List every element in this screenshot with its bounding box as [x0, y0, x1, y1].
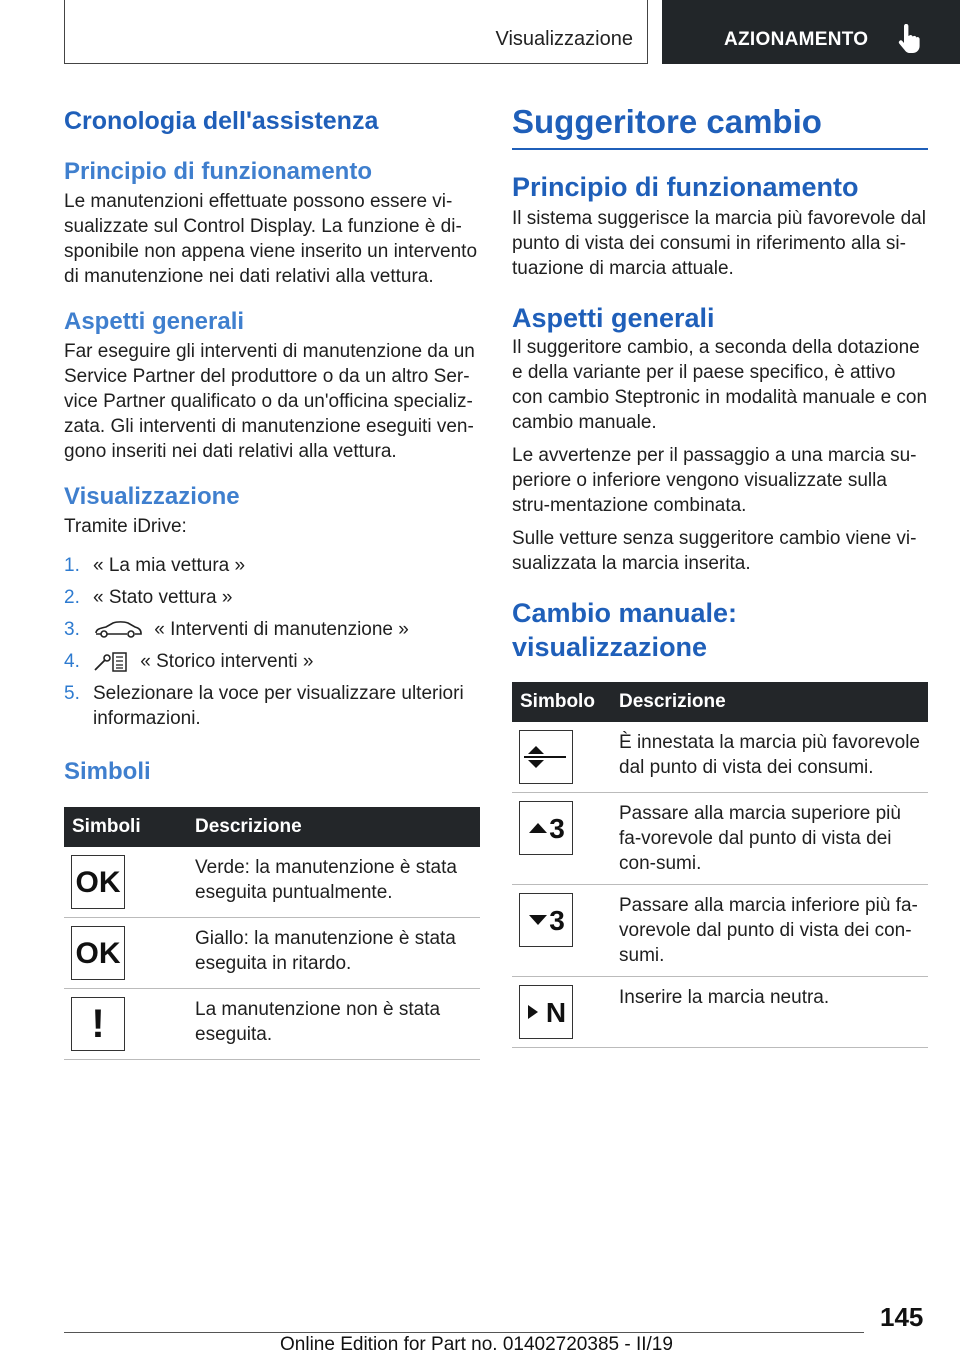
optimal-gear-icon: [519, 730, 573, 784]
table-row: [512, 977, 928, 1048]
row-description: Verde: la manutenzione è stata eseguita puntualmente.: [187, 847, 480, 918]
footer-divider: [64, 1332, 864, 1333]
left-general-heading: Aspetti generali: [64, 308, 245, 335]
right-principle-text: Il sistema suggerisce la marcia più favorevole dal punto di vista dei consumi in riferimento alla si-tuazione di marcia attuale.: [512, 208, 926, 279]
gear-symbols-table: [512, 682, 928, 1048]
shift-down-icon: [519, 893, 573, 947]
right-column: [512, 100, 928, 1048]
symbols-heading: Simboli: [64, 758, 151, 785]
step-number: 1.: [64, 555, 80, 576]
step-text: « La mia vettura »: [93, 555, 246, 576]
ok-green-icon: OK: [71, 855, 125, 909]
idrive-steps-list: [64, 553, 480, 731]
list-item: [64, 681, 480, 731]
table-row: [64, 989, 480, 1060]
list-item: [64, 553, 480, 578]
table-header-description: Descrizione: [611, 682, 928, 722]
list-item: [64, 585, 480, 610]
header-chapter-tab: [662, 0, 960, 64]
right-arrow-icon: [526, 1003, 540, 1021]
page-number: 145: [880, 1302, 924, 1332]
ok-yellow-icon: OK: [71, 926, 125, 980]
step-text: « Stato vettura »: [93, 587, 233, 608]
row-description: Passare alla marcia superiore più fa-vorevole dal punto di vista dei con-sumi.: [611, 793, 928, 885]
wrench-list-icon: [93, 651, 129, 673]
left-principle-heading: Principio di funzionamento: [64, 158, 372, 185]
shift-up-icon: [519, 801, 573, 855]
list-item: [64, 649, 480, 674]
row-description: Giallo: la manutenzione è stata eseguita in ritardo.: [187, 918, 480, 989]
service-history-title: Cronologia dell'assistenza: [64, 107, 379, 135]
step-number: 2.: [64, 587, 80, 608]
right-principle-heading: Principio di funzionamento: [512, 172, 859, 202]
row-description: Passare alla marcia inferiore più fa-vorevole dal punto di vista dei con-sumi.: [611, 885, 928, 977]
right-general-heading: Aspetti generali: [512, 303, 715, 333]
table-header-symbol: Simbolo: [512, 682, 611, 722]
left-display-heading: Visualizzazione: [64, 483, 240, 510]
step-number: 3.: [64, 619, 80, 640]
left-general-text: Far eseguire gli interventi di manutenzione da un Service Partner del produttore o da un altro Ser-vice Partner qualificato o da un'officina specializ-zata. Gli interventi di manutenzione eseguiti ven-gono inseriti nei dati relativi alla vettura.: [64, 341, 475, 462]
header-section-label: Visualizzazione: [495, 28, 633, 50]
right-general-text-1: Il suggeritore cambio, a seconda della dotazione e della variante per il paese specifico, è attivo con cambio Steptronic in modalità manuale e con cambio manuale.: [512, 337, 928, 433]
table-header-description: Descrizione: [187, 807, 480, 847]
gear-number: 3: [549, 812, 565, 844]
gear-number: 3: [549, 904, 565, 936]
right-general-text-3: Sulle vetture senza suggeritore cambio viene vi-sualizzata la marcia inserita.: [512, 528, 917, 574]
up-arrow-icon: [527, 821, 549, 835]
row-description: Inserire la marcia neutra.: [611, 977, 928, 1048]
gear-letter: N: [545, 996, 567, 1028]
gear-shift-title: Suggeritore cambio: [512, 100, 928, 150]
list-item: [64, 617, 480, 642]
table-row: [512, 793, 928, 885]
pointing-hand-icon: [898, 24, 920, 54]
service-symbols-table: [64, 807, 480, 1060]
row-description: La manutenzione non è stata eseguita.: [187, 989, 480, 1060]
step-number: 5.: [64, 683, 80, 704]
table-row: [512, 885, 928, 977]
table-row: [512, 722, 928, 793]
table-row: [64, 918, 480, 989]
up-down-arrows-icon: [522, 742, 570, 772]
table-header-symbols: Simboli: [64, 807, 187, 847]
row-description: È innestata la marcia più favorevole dal punto di vista dei consumi.: [611, 722, 928, 793]
down-arrow-icon: [527, 913, 549, 927]
step-text: « Interventi di manutenzione »: [154, 619, 409, 640]
neutral-gear-icon: [519, 985, 573, 1039]
step-text: « Storico interventi »: [140, 651, 314, 672]
car-icon: [93, 620, 143, 640]
edition-note: Online Edition for Part no. 01402720385 - II/19: [280, 1334, 673, 1355]
exclamation-icon: !: [71, 997, 125, 1051]
left-display-intro: Tramite iDrive:: [64, 516, 187, 537]
header-section-tab: [64, 0, 648, 64]
right-general-text-2: Le avvertenze per il passaggio a una marcia su-periore o inferiore vengono visualizzate sulla stru-mentazione combinata.: [512, 445, 917, 516]
step-number: 4.: [64, 651, 80, 672]
manual-gearbox-heading: Cambio manuale: visualizzazione: [512, 598, 738, 662]
left-principle-text: Le manutenzioni effettuate possono essere vi-sualizzate sul Control Display. La funzione è di-sponibile non appena viene inserito un intervento di manutenzione nei dati relativi alla vettura.: [64, 191, 478, 287]
left-column: [64, 100, 480, 1060]
step-text: Selezionare la voce per visualizzare ulteriori informazioni.: [93, 683, 464, 729]
table-row: [64, 847, 480, 918]
header-chapter-label: AZIONAMENTO: [724, 29, 869, 50]
